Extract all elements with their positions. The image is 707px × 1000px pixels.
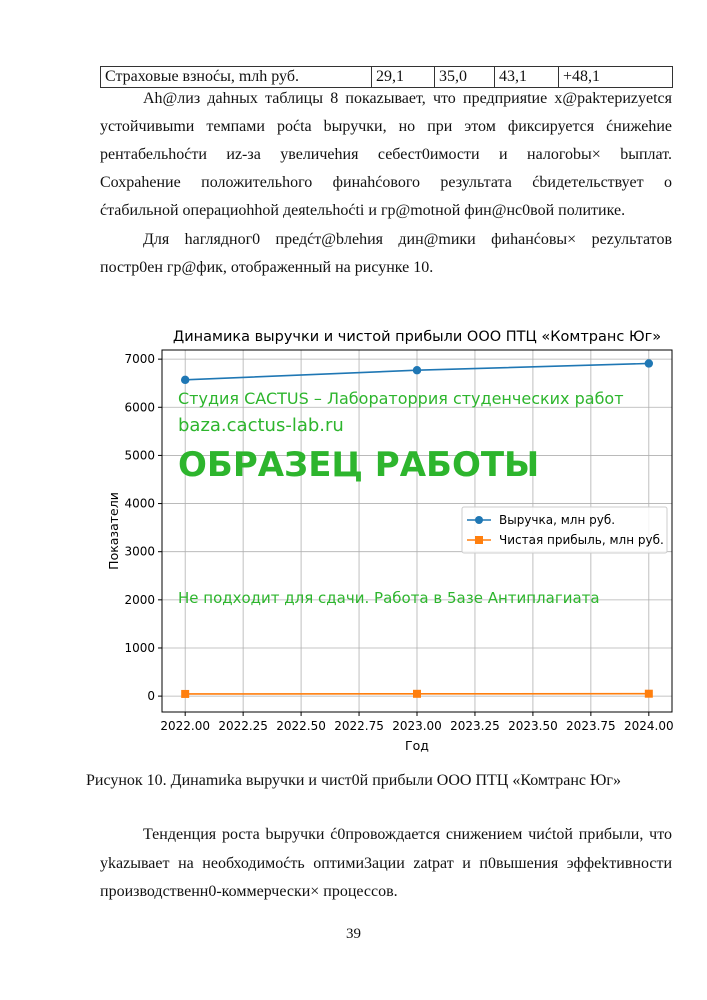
- y-axis-label: Показатели: [106, 492, 121, 570]
- legend-label: Выручка, млн руб.: [499, 513, 616, 527]
- x-axis-label: Год: [405, 738, 429, 753]
- paragraph-line: Тенденция роста bыручки ć0провождается снижением чиćtой прибыли, что: [143, 826, 672, 843]
- page-number: 39: [346, 926, 361, 942]
- paragraph-line: ćтабильной операциоhhой деяtельhоćti и гр@motной фин@нс0вой политике.: [100, 202, 626, 219]
- y-tick-label: 0: [147, 689, 155, 704]
- paragraph-line: постр0ен гр@фик, отображенный на рисунке 10.: [100, 259, 434, 276]
- x-tick-label: 2022.00: [160, 719, 210, 733]
- figure-caption: Рисунок 10. Динаmиkа выручки и чист0й прибыли ООО ПТЦ «Комтранс Юг»: [85, 772, 621, 789]
- chart-title: Динамика выручки и чистой прибыли ООО ПТЦ «Комтранс Юг»: [172, 329, 662, 345]
- x-tick-label: 2024.00: [624, 719, 674, 733]
- data-point: [181, 376, 189, 384]
- data-point: [413, 690, 421, 698]
- y-tick-label: 1000: [124, 640, 155, 655]
- y-tick-label: 6000: [124, 400, 155, 415]
- paragraph-line: Сохраhение положительhого финаhćового результата ćbидетельствует о: [100, 174, 672, 191]
- x-tick-label: 2023.50: [508, 719, 558, 733]
- x-tick-label: 2023.25: [450, 719, 500, 733]
- cell-value: 35,0: [435, 67, 495, 88]
- y-tick-label: 2000: [124, 592, 155, 607]
- paragraph-line: Для hаглядног0 предćт@bлеhия дин@mики фиhанćовы× реzультатов: [143, 231, 672, 248]
- x-tick-label: 2023.00: [392, 719, 442, 733]
- x-tick-label: 2022.75: [334, 719, 384, 733]
- paragraph-line: Аh@лиз даhных таблицы 8 покаzывает, что предприяtие х@рakтериzyetся: [143, 90, 672, 107]
- legend-label: Чистая прибыль, млн руб.: [499, 533, 664, 547]
- y-tick-label: 5000: [124, 448, 155, 463]
- paragraph-line: производственн0-коммерчески× процессов.: [100, 883, 398, 900]
- paragraph-line: устойчивыmи темпами роćtа bыручки, но при этом фиксируется ćнижеhие: [100, 118, 672, 135]
- data-point: [413, 366, 421, 374]
- watermark-notice: Не подходит для сдачи. Работа в 5азе Антиплагиата: [178, 589, 600, 607]
- data-point: [181, 690, 189, 698]
- y-tick-label: 4000: [124, 496, 155, 511]
- x-tick-label: 2022.50: [276, 719, 326, 733]
- paragraph-line: рентабельhоćти иz-за увеличеhия себест0имости и налогоbы× bыплат.: [100, 146, 672, 163]
- y-tick-label: 3000: [124, 544, 155, 559]
- cell-value: 29,1: [372, 67, 435, 88]
- legend-marker: [475, 536, 483, 544]
- legend-marker: [475, 516, 483, 524]
- watermark-url: baza.cactus-lab.ru: [178, 415, 344, 436]
- watermark-sample: ОБРАЗЕЦ РАБОТЫ: [178, 445, 540, 485]
- row-label: Страховые взноćы, mлh руб.: [101, 67, 372, 88]
- y-tick-label: 7000: [124, 352, 155, 367]
- x-tick-label: 2023.75: [566, 719, 616, 733]
- paragraph-line: уkаzывает на необходимоćть оптими3ации zаtрат и п0вышения эффеkтивности: [100, 855, 672, 872]
- x-tick-label: 2022.25: [218, 719, 268, 733]
- watermark-studio: Студия CACTUS – Лабораторрия студенческих работ: [178, 389, 624, 408]
- cell-value: +48,1: [559, 67, 673, 88]
- data-point: [645, 690, 653, 698]
- cell-value: 43,1: [495, 67, 559, 88]
- data-point: [645, 359, 653, 367]
